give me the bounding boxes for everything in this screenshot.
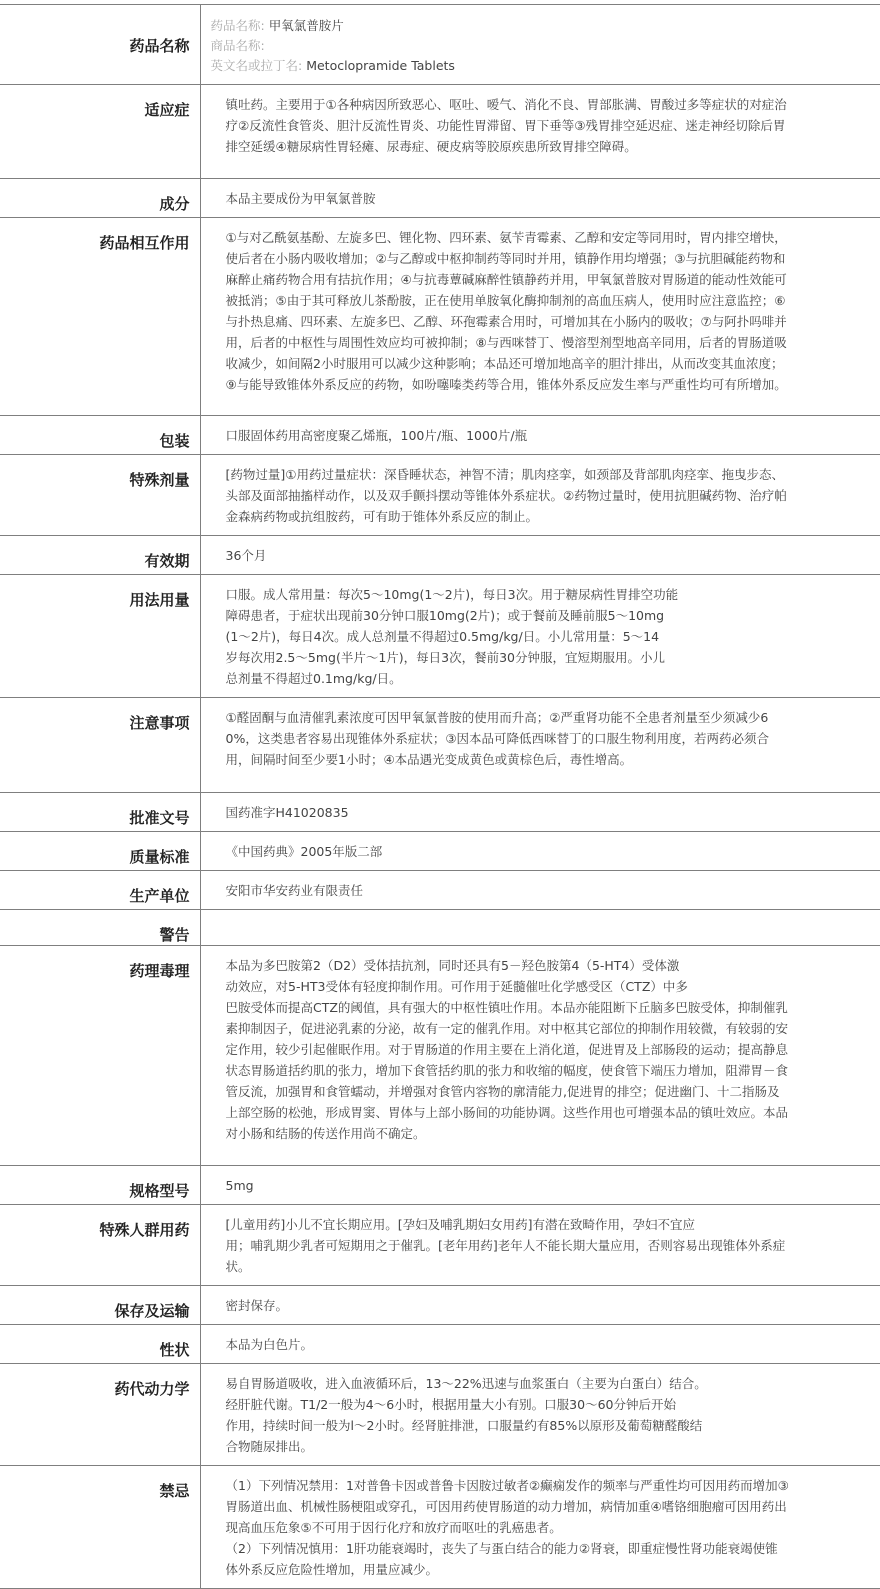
generic-name-line bbox=[211, 16, 861, 36]
value-line: 总剂量不得超过0.1mg/kg/日。 bbox=[225, 671, 402, 686]
value-line: 本品为多巴胺第2（D2）受体拮抗剂，同时还具有5－羟色胺第4（5-HT4）受体激 bbox=[225, 958, 680, 973]
row-dosage bbox=[0, 575, 880, 698]
value-line: 动效应，对5-HT3受体有轻度抑制作用。可作用于延髓催吐化学感受区（CTZ）中多 bbox=[225, 979, 688, 994]
value-line: 巴胺受体而提高CTZ的阈值，具有强大的中枢性镇吐作用。本品亦能阻断下丘脑多巴胺受体，抑制催乳素抑制因子，促进泌乳素的分泌，故有一定的催乳作用。对中枢其它部位的抑制作用较微，有较弱的安定作用，较少引起催眠作用。对于胃肠道的作用主要在上消化道，促进胃及上部肠段的运动；提高静息状态胃肠道括约肌的张力，增加下食管括约肌的张力和收缩的幅度，使食管下端压力增加，阻滞胃－食管反流，加强胃和食管蠕动，并增强对食管内容物的廓清能力,促进胃的排空；促进幽门、十二指肠及上部空肠的松弛，形成胃窦、胃体与上部小肠间的功能协调。这些作用也可增强本品的镇吐效应。本品对小肠和结肠的传送作用尚不确定。 bbox=[225, 1000, 789, 1141]
value-line: 易自胃肠道吸收，进入血液循环后，13～22%迅速与血浆蛋白（主要为白蛋白）结合。 bbox=[225, 1376, 707, 1391]
row-drug-name bbox=[0, 5, 880, 85]
row-standard bbox=[0, 832, 880, 871]
row-special-groups bbox=[0, 1205, 880, 1286]
value-line: 岁每次用2.5～5mg(半片～1片)，每日3次，餐前30分钟服，宜短期服用。小儿 bbox=[225, 650, 666, 665]
row-label: 规格型号 bbox=[0, 1166, 200, 1205]
row-label: 药品名称 bbox=[0, 5, 200, 85]
english-name-label: 英文名或拉丁名: bbox=[210, 58, 303, 73]
row-value: 5mg bbox=[200, 1166, 880, 1205]
value-line: [儿童用药]小儿不宜长期应用。[孕妇及哺乳期妇女用药]有潜在致畸作用，孕妇不宜应 bbox=[225, 1217, 696, 1232]
row-label: 性状 bbox=[0, 1325, 200, 1364]
value-line: (1～2片)，每日4次。成人总剂量不得超过0.5mg/kg/日。小儿常用量：5～14 bbox=[225, 629, 660, 644]
row-value: [药物过量]①用药过量症状：深昏睡状态，神智不清；肌肉痉挛，如颈部及背部肌肉痉挛、拖曳步态、头部及面部抽搐样动作，以及双手颤抖摆动等锥体外系症状。②药物过量时，使用抗胆碱药物、治疗帕金森病药物或抗组胺药，可有助于锥体外系反应的制止。 bbox=[200, 455, 880, 536]
row-contraindications bbox=[0, 1466, 880, 1589]
row-value: 镇吐药。主要用于①各种病因所致恶心、呕吐、嗳气、消化不良、胃部胀满、胃酸过多等症状的对症治疗②反流性食管炎、胆汁反流性胃炎、功能性胃滞留、胃下垂等③残胃排空延迟症、迷走神经切除后胃排空延缓④糖尿病性胃轻瘫、尿毒症、硬皮病等胶原疾患所致胃排空障碍。 bbox=[200, 85, 880, 179]
row-spec bbox=[0, 1166, 880, 1205]
generic-name-value: 甲氧氯普胺片 bbox=[268, 18, 344, 33]
row-value bbox=[200, 910, 880, 946]
value-line: 障碍患者，于症状出现前30分钟口服10mg(2片)；或于餐前及睡前服5～10mg bbox=[225, 608, 665, 623]
row-interactions bbox=[0, 218, 880, 416]
row-value bbox=[200, 1466, 880, 1589]
row-ingredients bbox=[0, 179, 880, 218]
row-label: 药理毒理 bbox=[0, 946, 200, 1166]
row-value: 本品为白色片。 bbox=[200, 1325, 880, 1364]
trade-name-line bbox=[211, 36, 861, 56]
value-line: （1）下列情况禁用：1对普鲁卡因或普鲁卡因胺过敏者②癫痫发作的频率与严重性均可因用药而增加③胃肠道出血、机械性肠梗阻或穿孔，可因用药使胃肠道的动力增加，病情加重④嗜铬细胞瘤可因用药出现高血压危象⑤不可用于因行化疗和放疗而呕吐的乳癌患者。 bbox=[225, 1478, 789, 1535]
row-value bbox=[200, 5, 880, 85]
row-label: 批准文号 bbox=[0, 793, 200, 832]
row-label: 用法用量 bbox=[0, 575, 200, 698]
row-label: 药代动力学 bbox=[0, 1364, 200, 1466]
row-label: 特殊人群用药 bbox=[0, 1205, 200, 1286]
row-pharmacokinetics bbox=[0, 1364, 880, 1466]
row-label: 特殊剂量 bbox=[0, 455, 200, 536]
row-label: 适应症 bbox=[0, 85, 200, 179]
row-value: ①醛固酮与血清催乳素浓度可因甲氧氯普胺的使用而升高；②严重肾功能不全患者剂量至少须减少60%，这类患者容易出现锥体外系症状；③因本品可降低西咪替丁的口服生物利用度，若两药必须合用，间隔时间至少要1小时；④本品遇光变成黄色或黄棕色后，毒性增高。 bbox=[200, 698, 880, 793]
row-label: 有效期 bbox=[0, 536, 200, 575]
row-manufacturer bbox=[0, 871, 880, 910]
row-label: 成分 bbox=[0, 179, 200, 218]
row-value: 本品主要成份为甲氧氯普胺 bbox=[200, 179, 880, 218]
row-label: 警告 bbox=[0, 910, 200, 946]
drug-info-table bbox=[0, 4, 880, 1589]
english-name-line bbox=[211, 56, 861, 76]
row-approval bbox=[0, 793, 880, 832]
row-label: 注意事项 bbox=[0, 698, 200, 793]
row-value: 《中国药典》2005年版二部 bbox=[200, 832, 880, 871]
row-package bbox=[0, 416, 880, 455]
row-label: 药品相互作用 bbox=[0, 218, 200, 416]
value-line: 作用，持续时间一般为l～2小时。经肾脏排泄，口服量约有85%以原形及葡萄糖醛酸结 bbox=[225, 1418, 703, 1433]
row-label: 质量标准 bbox=[0, 832, 200, 871]
english-name-value: Metoclopramide Tablets bbox=[306, 58, 455, 73]
row-value: 国药准字H41020835 bbox=[200, 793, 880, 832]
row-value: 安阳市华安药业有限责任 bbox=[200, 871, 880, 910]
row-appearance bbox=[0, 1325, 880, 1364]
row-label: 保存及运输 bbox=[0, 1286, 200, 1325]
row-value bbox=[200, 1205, 880, 1286]
row-storage bbox=[0, 1286, 880, 1325]
row-value bbox=[200, 946, 880, 1166]
row-value: 口服固体药用高密度聚乙烯瓶，100片/瓶、1000片/瓶 bbox=[200, 416, 880, 455]
value-line: （2）下列情况慎用：1肝功能衰竭时，丧失了与蛋白结合的能力②肾衰，即重症慢性肾功能衰竭使锥体外系反应危险性增加，用量应减少。 bbox=[225, 1541, 778, 1577]
row-validity bbox=[0, 536, 880, 575]
row-pharmacology bbox=[0, 946, 880, 1166]
generic-name-label: 药品名称: bbox=[210, 18, 265, 33]
row-label: 生产单位 bbox=[0, 871, 200, 910]
row-overdose bbox=[0, 455, 880, 536]
row-label: 包装 bbox=[0, 416, 200, 455]
row-value: 密封保存。 bbox=[200, 1286, 880, 1325]
row-label: 禁忌 bbox=[0, 1466, 200, 1589]
row-value: 36个月 bbox=[200, 536, 880, 575]
value-line: 口服。成人常用量：每次5～10mg(1～2片)，每日3次。用于糖尿病性胃排空功能 bbox=[225, 587, 679, 602]
value-line: 经肝脏代谢。T1/2一般为4～6小时，根据用量大小有别。口服30～60分钟后开始 bbox=[225, 1397, 676, 1412]
trade-name-label: 商品名称: bbox=[210, 38, 265, 53]
row-indications bbox=[0, 85, 880, 179]
row-value bbox=[200, 575, 880, 698]
row-warning bbox=[0, 910, 880, 946]
row-precautions bbox=[0, 698, 880, 793]
value-line: 用；哺乳期少乳者可短期用之于催乳。[老年用药]老年人不能长期大量应用，否则容易出现锥体外系症状。 bbox=[225, 1238, 786, 1274]
row-value bbox=[200, 1364, 880, 1466]
row-value: ①与对乙酰氨基酚、左旋多巴、锂化物、四环素、氨苄青霉素、乙醇和安定等同用时，胃内排空增快，使后者在小肠内吸收增加；②与乙醇或中枢抑制药等同时并用，镇静作用均增强；③与抗胆碱能药物和麻醉止痛药物合用有拮抗作用；④与抗毒蕈碱麻醉性镇静药并用，甲氧氯普胺对胃肠道的能动性效能可被抵消；⑤由于其可释放儿茶酚胺，正在使用单胺氧化酶抑制剂的高血压病人，使用时应注意监控；⑥与扑热息痛、四环素、左旋多巴、乙醇、环孢霉素合用时，可增加其在小肠内的吸收；⑦与阿扑吗啡并用，后者的中枢性与周围性效应均可被抑制；⑧与西咪替丁、慢溶型剂型地高辛同用，后者的胃肠道吸收减少，如间隔2小时服用可以减少这种影响；本品还可增加地高辛的胆汁排出，从而改变其血浓度；⑨与能导致锥体外系反应的药物，如吩噻嗪类药等合用，锥体外系反应发生率与严重性均可有所增加。 bbox=[200, 218, 880, 416]
value-line: 合物随尿排出。 bbox=[225, 1439, 314, 1454]
